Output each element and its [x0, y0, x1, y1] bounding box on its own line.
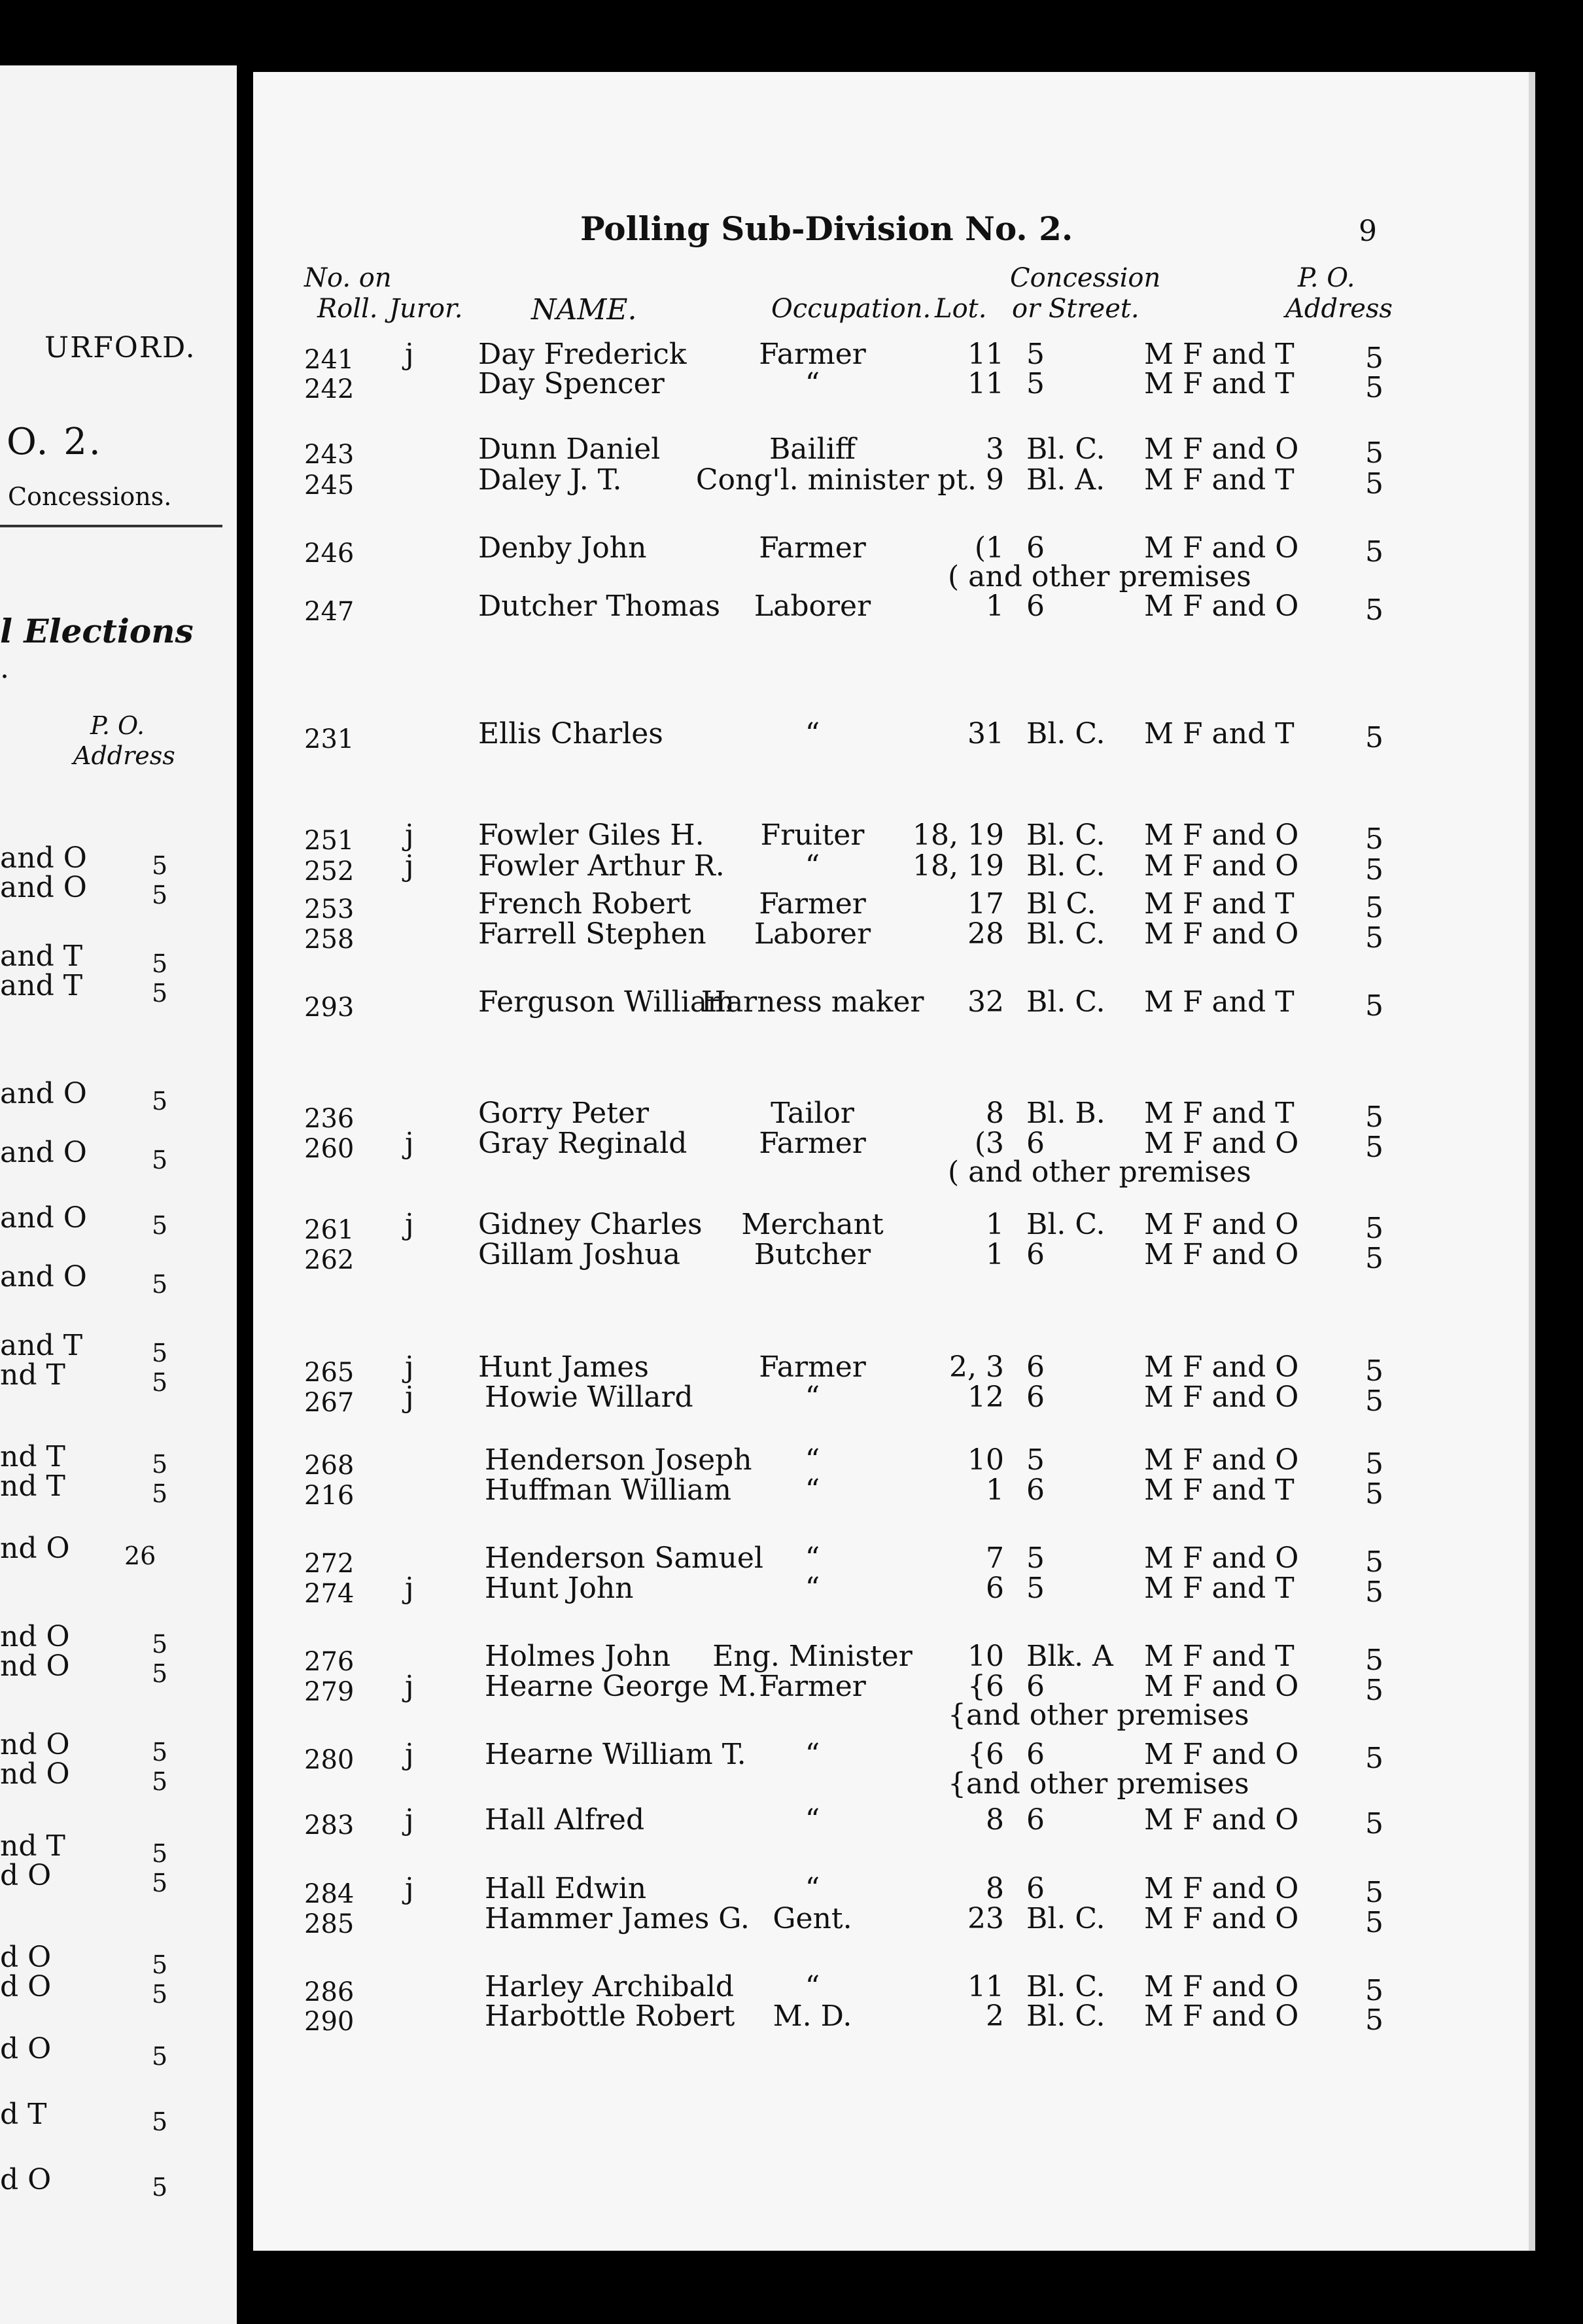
- concession: Bl. C.: [1026, 717, 1105, 750]
- voter-status: M F and T: [1144, 367, 1295, 400]
- po-address: 5: [1365, 535, 1383, 569]
- occupation: Merchant: [741, 1208, 884, 1241]
- concession: 5: [1026, 1572, 1045, 1605]
- concession: Bl. C.: [1026, 432, 1105, 466]
- lot: 2, 3: [949, 1350, 1004, 1384]
- left-row-address: 5: [152, 1479, 168, 1508]
- roll-number: 241: [304, 345, 355, 375]
- voter-status: M F and O: [1144, 1670, 1299, 1703]
- occupation: “: [805, 1473, 820, 1507]
- roll-number: 286: [304, 1977, 355, 2007]
- voter-status: M F and O: [1144, 1970, 1299, 2003]
- voter-name: Ferguson William: [478, 985, 735, 1019]
- voter-status: M F and T: [1144, 985, 1295, 1019]
- left-row-address: 5: [152, 1659, 168, 1688]
- lot: 11: [967, 367, 1004, 400]
- lot: 8: [986, 1097, 1004, 1130]
- roll-number: 236: [304, 1104, 355, 1134]
- left-row-text: and T: [0, 969, 83, 1002]
- concession: Bl. B.: [1026, 1097, 1105, 1130]
- concession: 5: [1026, 1541, 1045, 1575]
- voter-status: M F and O: [1144, 531, 1299, 565]
- roll-number: 242: [304, 374, 355, 404]
- lot: 1: [986, 1208, 1004, 1241]
- premises-note: {and other premises: [948, 1767, 1249, 1801]
- po-address: 5: [1365, 467, 1383, 501]
- lot: 8: [986, 1803, 1004, 1837]
- occupation: Bailiff: [769, 432, 856, 466]
- lot: 17: [967, 887, 1004, 921]
- roll-number: 261: [304, 1215, 355, 1245]
- voter-status: M F and O: [1144, 590, 1299, 623]
- voter-status: M F and T: [1144, 717, 1295, 750]
- lot: 11: [967, 1970, 1004, 2003]
- concession: Bl. C.: [1026, 819, 1105, 852]
- roll-number: 260: [304, 1134, 355, 1164]
- po-address: 5: [1365, 1447, 1383, 1481]
- po-address: 5: [1365, 1100, 1383, 1134]
- lot: 11: [967, 338, 1004, 371]
- juror-mark: j: [405, 1872, 414, 1905]
- voter-name: Hunt John: [485, 1572, 634, 1605]
- left-page-elections: l Elections: [0, 612, 194, 650]
- voter-name: Gray Reginald: [478, 1127, 687, 1160]
- voter-status: M F and T: [1144, 1473, 1295, 1507]
- concession: Bl. C.: [1026, 1999, 1105, 2033]
- voter-status: M F and O: [1144, 819, 1299, 852]
- left-row-address: 5: [152, 1950, 168, 1979]
- lot: {6: [967, 1738, 1004, 1771]
- left-row-address: 5: [152, 1450, 168, 1479]
- left-row-address: 5: [152, 1980, 168, 2009]
- concession: 6: [1026, 531, 1045, 565]
- concession: 6: [1026, 1670, 1045, 1703]
- po-address: 5: [1365, 1477, 1383, 1511]
- po-address: 5: [1365, 989, 1383, 1023]
- voter-status: M F and O: [1144, 1381, 1299, 1414]
- left-row-address: 5: [152, 949, 168, 978]
- juror-mark: j: [405, 1572, 414, 1605]
- name-header: NAME.: [531, 293, 637, 326]
- occupation: “: [805, 849, 820, 883]
- lot: (3: [974, 1127, 1004, 1160]
- concession: 6: [1026, 1473, 1045, 1507]
- roll-number: 265: [304, 1358, 355, 1388]
- po-address: 5: [1365, 721, 1383, 754]
- occupation: Farmer: [759, 1350, 866, 1384]
- lot: 23: [967, 1902, 1004, 1935]
- voter-name: Gillam Joshua: [478, 1238, 680, 1271]
- po-address: 5: [1365, 371, 1383, 404]
- voter-name: Day Spencer: [478, 367, 665, 400]
- occupation: Farmer: [759, 1127, 866, 1160]
- voter-name: Fowler Giles H.: [478, 819, 705, 852]
- occupation: Butcher: [754, 1238, 871, 1271]
- roll-number: 267: [304, 1388, 355, 1418]
- po-address: 5: [1365, 1807, 1383, 1840]
- left-row-text: nd T: [0, 1440, 65, 1473]
- occupation: Laborer: [754, 590, 871, 623]
- roll-number: 283: [304, 1810, 355, 1840]
- left-row-address: 5: [152, 1630, 168, 1659]
- juror-mark: j: [405, 1670, 414, 1703]
- left-page-rule: [0, 525, 222, 527]
- po-address: 5: [1365, 921, 1383, 955]
- voter-name: Fowler Arthur R.: [478, 849, 725, 883]
- concession-header-line2: or Street.: [1012, 294, 1139, 324]
- voter-name: Denby John: [478, 531, 647, 565]
- concession: Bl. A.: [1026, 463, 1105, 497]
- voter-status: M F and O: [1144, 432, 1299, 466]
- lot: 7: [986, 1541, 1004, 1575]
- voter-name: Ellis Charles: [478, 717, 663, 750]
- concession: Bl. C.: [1026, 1902, 1105, 1935]
- juror-mark: j: [405, 1208, 414, 1241]
- occupation: “: [805, 1872, 820, 1905]
- po-address: 5: [1365, 1242, 1383, 1275]
- left-row-address: 5: [152, 1270, 168, 1299]
- po-address: 5: [1365, 1131, 1383, 1164]
- juror-mark: j: [405, 1738, 414, 1771]
- lot: 2: [986, 1999, 1004, 2033]
- voter-status: M F and O: [1144, 1443, 1299, 1477]
- po-address: 5: [1365, 1974, 1383, 2007]
- voter-status: M F and O: [1144, 1350, 1299, 1384]
- left-row-text: d O: [0, 1941, 52, 1974]
- voter-name: Hunt James: [478, 1350, 649, 1384]
- voter-name: Henderson Samuel: [485, 1541, 763, 1575]
- left-row-address: 5: [152, 851, 168, 880]
- lot: 8: [986, 1872, 1004, 1905]
- concession: Bl. C.: [1026, 1208, 1105, 1241]
- concession: 6: [1026, 590, 1045, 623]
- voter-name: Dunn Daniel: [478, 432, 661, 466]
- occupation: “: [805, 1738, 820, 1771]
- lot: 28: [967, 917, 1004, 951]
- left-row-address: 5: [152, 979, 168, 1008]
- voter-name: Dutcher Thomas: [478, 590, 721, 623]
- left-row-text: and T: [0, 1329, 83, 1362]
- lot: 12: [967, 1381, 1004, 1414]
- juror-mark: j: [405, 1350, 414, 1384]
- po-address: 5: [1365, 593, 1383, 627]
- occupation: Fruiter: [760, 819, 865, 852]
- concession: 5: [1026, 1443, 1045, 1477]
- po-address: 5: [1365, 1674, 1383, 1707]
- premises-note: ( and other premises: [948, 1155, 1251, 1189]
- left-row-address: 5: [152, 1839, 168, 1868]
- concession: 6: [1026, 1350, 1045, 1384]
- lot: {6: [967, 1670, 1004, 1703]
- roll-number: 243: [304, 440, 355, 470]
- occupation: “: [805, 1541, 820, 1575]
- lot: 18, 19: [913, 819, 1004, 852]
- occupation: “: [805, 367, 820, 400]
- concession: 6: [1026, 1738, 1045, 1771]
- left-row-address: 5: [152, 2107, 168, 2136]
- occupation: “: [805, 1443, 820, 1477]
- voter-status: M F and O: [1144, 1208, 1299, 1241]
- roll-header-line2: Roll.: [317, 294, 378, 324]
- left-row-address: 5: [152, 2173, 168, 2202]
- left-po-header: P. O.: [90, 711, 145, 740]
- left-row-text: nd O: [0, 1620, 70, 1653]
- concession: 6: [1026, 1803, 1045, 1837]
- voter-name: Hammer James G.: [485, 1902, 750, 1935]
- left-row-address: 5: [152, 1738, 168, 1767]
- left-page-dot: .: [0, 652, 9, 685]
- po-header-line2: Address: [1285, 294, 1393, 324]
- left-row-text: nd T: [0, 1358, 65, 1392]
- roll-number: 279: [304, 1677, 355, 1707]
- po-address: 5: [1365, 853, 1383, 887]
- occupation: “: [805, 1572, 820, 1605]
- roll-number: 274: [304, 1579, 355, 1609]
- roll-number: 246: [304, 538, 355, 569]
- occupation: “: [805, 717, 820, 750]
- left-page-heading: URFORD.: [44, 331, 196, 364]
- voter-status: M F and T: [1144, 338, 1295, 371]
- lot: 31: [967, 717, 1004, 750]
- lot: 32: [967, 985, 1004, 1019]
- voter-status: M F and T: [1144, 1640, 1295, 1673]
- concession: Blk. A: [1026, 1640, 1113, 1673]
- occupation: “: [805, 1970, 820, 2003]
- voter-name: Huffman William: [485, 1473, 731, 1507]
- roll-number: 285: [304, 1909, 355, 1939]
- voter-status: M F and O: [1144, 1803, 1299, 1837]
- juror-mark: j: [405, 849, 414, 883]
- po-address: 5: [1365, 891, 1383, 924]
- premises-note: ( and other premises: [948, 560, 1251, 593]
- left-row-text: d O: [0, 2163, 52, 2196]
- lot: 1: [986, 1473, 1004, 1507]
- concession: Bl. C.: [1026, 1970, 1105, 2003]
- left-row-address: 5: [152, 1339, 168, 1367]
- po-address: 5: [1365, 1876, 1383, 1909]
- left-row-text: and O: [0, 871, 87, 904]
- po-address: 5: [1365, 1644, 1383, 1677]
- left-row-address: 5: [152, 881, 168, 909]
- left-row-address: 26: [124, 1541, 156, 1570]
- left-row-address: 5: [152, 1368, 168, 1397]
- juror-mark: j: [405, 1803, 414, 1837]
- register-page: [253, 72, 1529, 2251]
- voter-name: Henderson Joseph: [485, 1443, 752, 1477]
- concession: 5: [1026, 338, 1045, 371]
- left-row-text: and O: [0, 1077, 87, 1110]
- voter-status: M F and O: [1144, 1541, 1299, 1575]
- left-row-text: and O: [0, 1260, 87, 1294]
- voter-name: Holmes John: [485, 1640, 671, 1673]
- voter-name: Farrell Stephen: [478, 917, 706, 951]
- po-address: 5: [1365, 1545, 1383, 1579]
- po-address: 5: [1365, 1384, 1383, 1418]
- left-page: [0, 65, 241, 2324]
- roll-number: 280: [304, 1745, 355, 1775]
- roll-number: 290: [304, 2007, 355, 2037]
- roll-number: 216: [304, 1481, 355, 1511]
- voter-status: M F and O: [1144, 1902, 1299, 1935]
- voter-status: M F and T: [1144, 463, 1295, 497]
- po-address: 5: [1365, 1212, 1383, 1245]
- occupation: Farmer: [759, 1670, 866, 1703]
- voter-status: M F and T: [1144, 887, 1295, 921]
- occupation: Harness maker: [701, 985, 924, 1019]
- concession: Bl. C.: [1026, 985, 1105, 1019]
- voter-status: M F and O: [1144, 1872, 1299, 1905]
- voter-name: Gorry Peter: [478, 1097, 649, 1130]
- gutter: [237, 0, 253, 2324]
- occupation-header: Occupation.: [771, 294, 931, 324]
- concession: 6: [1026, 1238, 1045, 1271]
- voter-name: Gidney Charles: [478, 1208, 703, 1241]
- lot: 1: [986, 1238, 1004, 1271]
- left-row-address: 5: [152, 1869, 168, 1897]
- juror-header: Juror.: [389, 294, 463, 324]
- occupation: Eng. Minister: [712, 1640, 913, 1673]
- po-address: 5: [1365, 1906, 1383, 1939]
- roll-number: 258: [304, 924, 355, 955]
- lot: 3: [986, 432, 1004, 466]
- po-header-line1: P. O.: [1298, 263, 1355, 293]
- occupation: Gent.: [773, 1902, 852, 1935]
- concession: 5: [1026, 367, 1045, 400]
- voter-name: Hearne George M.: [485, 1670, 757, 1703]
- occupation: Tailor: [771, 1097, 854, 1130]
- juror-mark: j: [405, 338, 414, 371]
- occupation: “: [805, 1803, 820, 1837]
- left-row-text: nd T: [0, 1470, 65, 1503]
- lot: 1: [986, 590, 1004, 623]
- voter-name: Harley Archibald: [485, 1970, 735, 2003]
- occupation: Laborer: [754, 917, 871, 951]
- voter-status: M F and O: [1144, 1127, 1299, 1160]
- po-address: 5: [1365, 342, 1383, 375]
- left-row-address: 5: [152, 1087, 168, 1116]
- roll-number: 251: [304, 826, 355, 856]
- left-row-address: 5: [152, 1211, 168, 1240]
- left-page-subheading: O. 2.: [7, 421, 103, 463]
- voter-name: Howie Willard: [485, 1381, 693, 1414]
- voter-status: M F and T: [1144, 1097, 1295, 1130]
- left-address-header: Address: [73, 741, 175, 770]
- left-row-text: and O: [0, 841, 87, 875]
- roll-number: 284: [304, 1879, 355, 1909]
- roll-number: 268: [304, 1451, 355, 1481]
- left-row-text: and T: [0, 940, 83, 973]
- juror-mark: j: [405, 819, 414, 852]
- po-address: 5: [1365, 2003, 1383, 2037]
- concession-header-line1: Concession: [1010, 263, 1161, 293]
- left-row-text: and O: [0, 1201, 87, 1235]
- voter-name: Harbottle Robert: [485, 1999, 735, 2033]
- occupation: M. D.: [773, 1999, 852, 2033]
- po-address: 5: [1365, 436, 1383, 470]
- left-page-concessions: Concessions.: [8, 482, 172, 511]
- left-row-address: 5: [152, 1146, 168, 1174]
- premises-note: {and other premises: [948, 1699, 1249, 1732]
- voter-name: Daley J. T.: [478, 463, 622, 497]
- lot: pt. 9: [937, 463, 1004, 497]
- left-row-text: nd O: [0, 1728, 70, 1761]
- roll-number: 262: [304, 1245, 355, 1275]
- voter-status: M F and O: [1144, 1238, 1299, 1271]
- juror-mark: j: [405, 1381, 414, 1414]
- roll-number: 276: [304, 1647, 355, 1677]
- left-row-address: 5: [152, 2042, 168, 2071]
- occupation: Farmer: [759, 531, 866, 565]
- left-row-text: d T: [0, 2098, 47, 2131]
- voter-status: M F and T: [1144, 1572, 1295, 1605]
- occupation: “: [805, 1381, 820, 1414]
- left-row-text: nd O: [0, 1649, 70, 1683]
- lot: 10: [967, 1443, 1004, 1477]
- voter-name: Hearne William T.: [485, 1738, 746, 1771]
- roll-number: 253: [304, 894, 355, 924]
- occupation: Cong'l. minister: [695, 463, 930, 497]
- left-row-text: d O: [0, 1970, 52, 2003]
- voter-status: M F and O: [1144, 1999, 1299, 2033]
- left-row-address: 5: [152, 1767, 168, 1796]
- roll-number: 245: [304, 470, 355, 501]
- left-row-text: nd O: [0, 1757, 70, 1791]
- roll-header-line1: No. on: [304, 263, 392, 293]
- lot-header: Lot.: [935, 294, 987, 324]
- page-number: 9: [1359, 215, 1377, 248]
- voter-name: Day Frederick: [478, 338, 687, 371]
- left-row-text: nd O: [0, 1532, 70, 1565]
- lot: (1: [974, 531, 1004, 565]
- po-address: 5: [1365, 1742, 1383, 1775]
- concession: Bl. C.: [1026, 849, 1105, 883]
- left-row-text: d O: [0, 2032, 52, 2066]
- po-address: 5: [1365, 1354, 1383, 1388]
- concession: 6: [1026, 1381, 1045, 1414]
- voter-status: M F and O: [1144, 849, 1299, 883]
- concession: 6: [1026, 1872, 1045, 1905]
- left-row-text: d O: [0, 1859, 52, 1892]
- concession: Bl C.: [1026, 887, 1096, 921]
- roll-number: 252: [304, 856, 355, 887]
- roll-number: 231: [304, 724, 355, 754]
- voter-name: French Robert: [478, 887, 691, 921]
- voter-status: M F and O: [1144, 1738, 1299, 1771]
- voter-name: Hall Alfred: [485, 1803, 645, 1837]
- left-row-text: and O: [0, 1136, 87, 1169]
- roll-number: 272: [304, 1549, 355, 1579]
- left-row-text: nd T: [0, 1829, 65, 1863]
- lot: 18, 19: [913, 849, 1004, 883]
- concession: 6: [1026, 1127, 1045, 1160]
- lot: 6: [986, 1572, 1004, 1605]
- voter-status: M F and O: [1144, 917, 1299, 951]
- concession: Bl. C.: [1026, 917, 1105, 951]
- voter-name: Hall Edwin: [485, 1872, 647, 1905]
- occupation: Farmer: [759, 338, 866, 371]
- po-address: 5: [1365, 1576, 1383, 1609]
- juror-mark: j: [405, 1127, 414, 1160]
- lot: 10: [967, 1640, 1004, 1673]
- roll-number: 293: [304, 993, 355, 1023]
- page-title: Polling Sub-Division No. 2.: [580, 209, 1073, 248]
- roll-number: 247: [304, 597, 355, 627]
- occupation: Farmer: [759, 887, 866, 921]
- po-address: 5: [1365, 822, 1383, 856]
